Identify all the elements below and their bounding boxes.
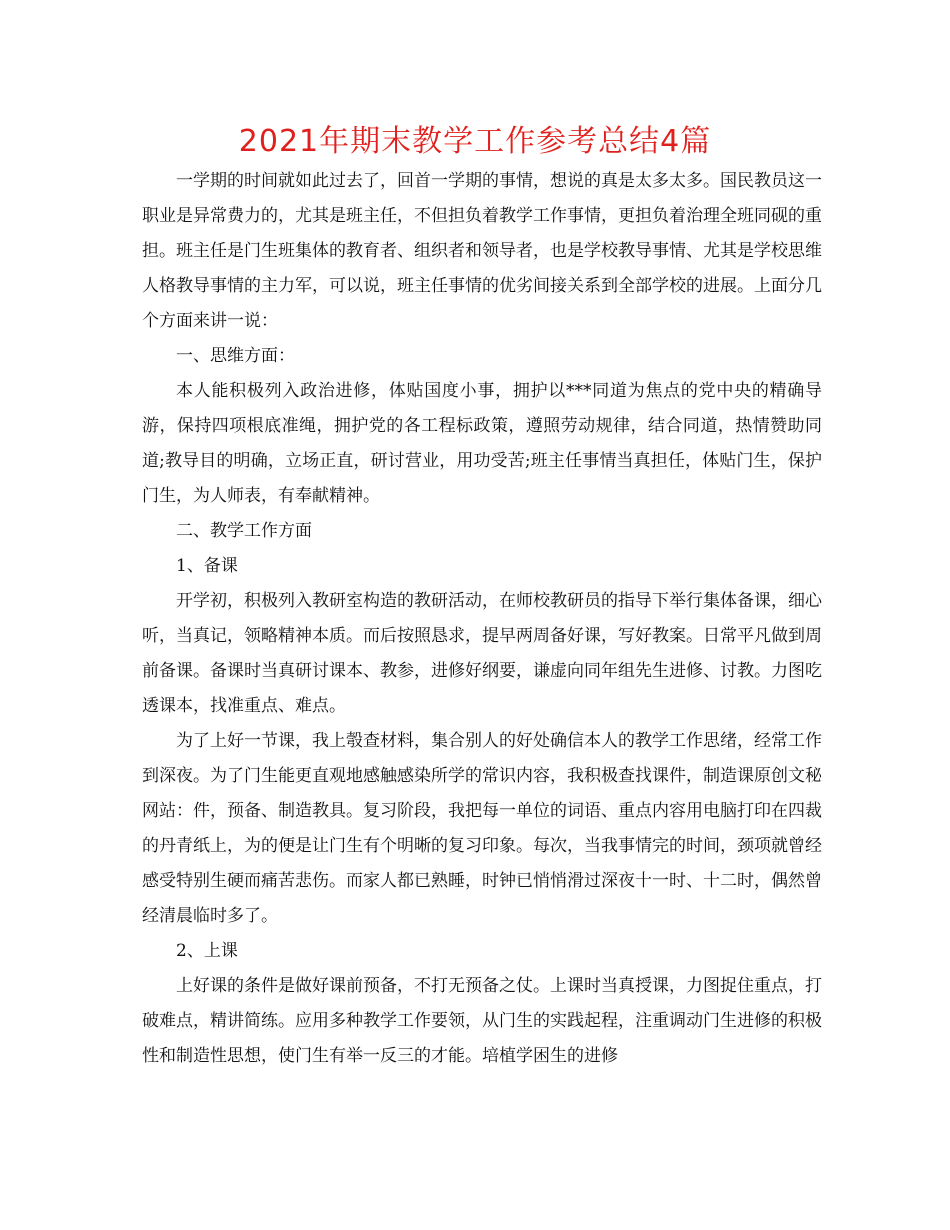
section-heading-teaching: 二、教学工作方面 xyxy=(176,521,312,541)
paragraph-thinking: 本人能积极列入政治进修，体贴国度小事，拥护以***同道为焦点的党中央的精确导游，保持四项根底准绳，拥护党的各工程标政策，遵照劳动规律，结合同道，热情赞助同道;教导目的明确，立场正直，研讨营业，用功受苦;班主任事情当真担任，体贴门生，保护门生，为人师表，有奉献精神。 xyxy=(142,381,822,506)
document-body xyxy=(142,164,822,1074)
document-title: 2021年期末教学工作参考总结4篇 xyxy=(238,124,712,159)
paragraph-class: 上好课的条件是做好课前预备，不打无预备之仗。上课时当真授课，力图捉住重点，打破难点，精讲简练。应用多种教学工作要领，从门生的实践起程，注重调动门生进修的积极性和制造性思想，使门生有举一反三的才能。培植学困生的进修 xyxy=(142,976,822,1066)
paragraph-lesson-prep-1: 开学初，积极列入教研室构造的教研活动，在师校教研员的指导下举行集体备课，细心听，当真记，领略精神本质。而后按照恳求，提早两周备好课，写好教案。日常平凡做到周前备课。备课时当真研讨课本、教参，进修好纲要，谦虚向同年组先生进修、讨教。力图吃透课本，找准重点、难点。 xyxy=(142,591,822,716)
paragraph-lesson-prep-2: 为了上好一节课，我上彀查材料，集合别人的好处确信本人的教学工作思绪，经常工作到深夜。为了门生能更直观地感触感染所学的常识内容，我积极查找课件，制造课原创文秘网站：件，预备、制造教具。复习阶段，我把每一单位的词语、重点内容用电脑打印在四裁的丹青纸上，为的便是让门生有个明晰的复习印象。每次，当我事情完的时间，颈项就曾经感受特别生硬而痛苦悲伤。而家人都已熟睡，时钟已悄悄滑过深夜十一时、十二时，偶然曾经清晨临时多了。 xyxy=(142,731,822,926)
section-heading-thinking: 一、思维方面： xyxy=(176,346,295,366)
subheading-lesson-prep: 1、备课 xyxy=(176,556,238,576)
subheading-class: 2、上课 xyxy=(176,941,238,961)
paragraph-intro: 一学期的时间就如此过去了，回首一学期的事情，想说的真是太多太多。国民教员这一职业是异常费力的，尤其是班主任，不但担负着教学工作事情，更担负着治理全班同砚的重担。班主任是门生班集体的教育者、组织者和领导者，也是学校教导事情、尤其是学校思维人格教导事情的主力军，可以说，班主任事情的优劣间接关系到全部学校的进展。上面分几个方面来讲一说： xyxy=(142,171,822,331)
